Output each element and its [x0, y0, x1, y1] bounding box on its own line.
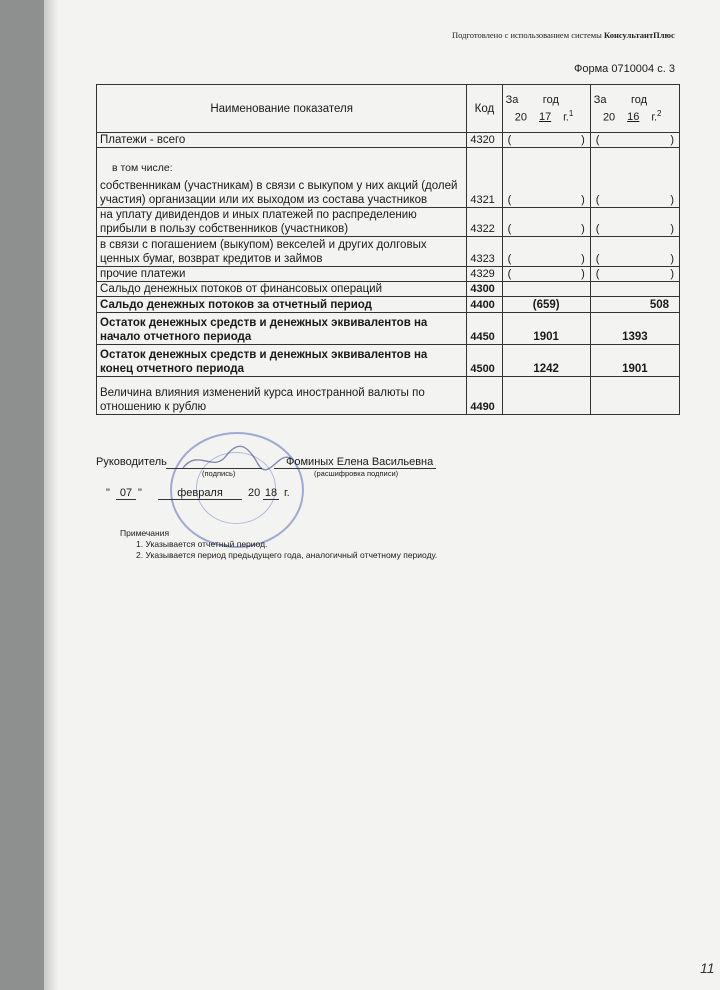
- row-code: 4450: [467, 313, 502, 345]
- row-value-current: ( ): [502, 237, 590, 267]
- table-row: [97, 133, 680, 148]
- footnote-item: 1. Указывается отчетный период.: [136, 539, 268, 549]
- header-period-current: [502, 85, 590, 133]
- row-value-current: (659): [502, 297, 590, 313]
- row-code: 4400: [467, 297, 502, 313]
- row-value-previous: ( ): [590, 237, 679, 267]
- period-current-note: 1: [568, 108, 574, 118]
- row-code: 4500: [467, 345, 502, 377]
- date-quote-close: ": [138, 487, 142, 499]
- row-name-detail: собственникам (участникам) в связи с выкупом у них акций (долей участия) организации или их выходом из состава участников: [100, 180, 458, 206]
- row-value-current: [502, 282, 590, 297]
- table-row: [97, 208, 680, 237]
- row-value-previous: ( ): [590, 133, 679, 148]
- form-code: Форма 0710004 с. 3: [574, 63, 675, 75]
- period-previous-label: За год: [593, 93, 648, 106]
- table-row: [97, 345, 680, 377]
- row-value-current: ( ): [502, 133, 590, 148]
- period-previous-suffix: г.: [651, 111, 658, 124]
- period-current-year: 17: [538, 111, 552, 124]
- row-value-current: ( ): [502, 267, 590, 282]
- period-current-century: 20: [514, 111, 528, 124]
- period-current-suffix: г.: [563, 111, 569, 124]
- row-name: Сальдо денежных потоков за отчетный период: [97, 297, 467, 313]
- row-value-previous: 1901: [590, 345, 679, 377]
- header-name: Наименование показателя: [97, 85, 467, 133]
- period-previous-century: 20: [602, 111, 616, 124]
- row-code: 4320: [467, 133, 502, 148]
- row-value-current: [502, 377, 590, 415]
- table-row: [97, 377, 680, 415]
- handwritten-signature: [178, 438, 298, 478]
- table-row: [97, 313, 680, 345]
- row-code: 4322: [467, 208, 502, 237]
- date-suffix: г.: [284, 487, 290, 499]
- row-name: на уплату дивидендов и иных платежей по распределению прибыли в пользу собственников (участников): [97, 208, 467, 237]
- table-row: [97, 282, 680, 297]
- date-month: февраля: [158, 487, 242, 500]
- row-value-current: ( ): [502, 148, 590, 208]
- header-period-previous: [590, 85, 679, 133]
- row-value-previous: ( ): [590, 208, 679, 237]
- row-name: Сальдо денежных потоков от финансовых операций: [97, 282, 467, 297]
- consultant-prefix: Подготовлено с использованием системы: [452, 30, 604, 40]
- footnote-item: 2. Указывается период предыдущего года, аналогичный отчетному периоду.: [136, 550, 438, 560]
- row-value-previous: ( ): [590, 148, 679, 208]
- row-code: 4323: [467, 237, 502, 267]
- row-code: 4321: [467, 148, 502, 208]
- period-previous-year: 16: [627, 111, 640, 124]
- row-value-current: ( ): [502, 208, 590, 237]
- row-name: Остаток денежных средств и денежных эквивалентов на начало отчетного периода: [97, 313, 467, 345]
- cash-flow-table: [96, 84, 680, 415]
- row-value-previous: 1393: [590, 313, 679, 345]
- period-previous-note: 2: [657, 108, 662, 118]
- footnotes: [120, 528, 437, 561]
- table-row: [97, 267, 680, 282]
- row-code: 4329: [467, 267, 502, 282]
- row-value-previous: [590, 377, 679, 415]
- date-day: 07: [116, 487, 136, 500]
- footnotes-title: Примечания: [120, 528, 170, 538]
- date-quote-open: ": [106, 487, 110, 499]
- row-name: Величина влияния изменений курса иностранной валюты по отношению к рублю: [97, 377, 467, 415]
- consultant-brand: КонсультантПлюс: [604, 30, 675, 40]
- table-header-row: [97, 85, 680, 133]
- page-number: 11: [700, 960, 715, 976]
- row-code: 4300: [467, 282, 502, 297]
- period-current-label: За год: [505, 93, 559, 106]
- row-value-previous: ( ): [590, 267, 679, 282]
- table-row: [97, 148, 680, 208]
- date-year: 18: [264, 487, 278, 499]
- date-century: 20: [248, 487, 261, 499]
- row-value-previous: 508: [590, 297, 679, 313]
- row-name: [97, 148, 467, 208]
- table-row: [97, 237, 680, 267]
- name-caption: (расшифровка подписи): [314, 469, 399, 478]
- signature-caption: (подпись): [202, 469, 236, 478]
- row-name: прочие платежи: [97, 267, 467, 282]
- table-row: [97, 297, 680, 313]
- row-name: Остаток денежных средств и денежных эквивалентов на конец отчетного периода: [97, 345, 467, 377]
- row-name: Платежи - всего: [97, 133, 467, 148]
- row-value-previous: [590, 282, 679, 297]
- signature-label: Руководитель: [96, 456, 167, 468]
- page-edge-shadow: [44, 0, 58, 990]
- header-code: Код: [467, 85, 502, 133]
- row-value-current: 1901: [502, 313, 590, 345]
- consultant-note: [452, 30, 675, 40]
- signer-name: Фоминых Елена Васильевна: [286, 456, 434, 468]
- row-value-current: 1242: [502, 345, 590, 377]
- row-subheading: в том числе:: [112, 162, 173, 174]
- row-code: 4490: [467, 377, 502, 415]
- row-name: в связи с погашением (выкупом) векселей и других долговых ценных бумаг, возврат кредитов и займов: [97, 237, 467, 267]
